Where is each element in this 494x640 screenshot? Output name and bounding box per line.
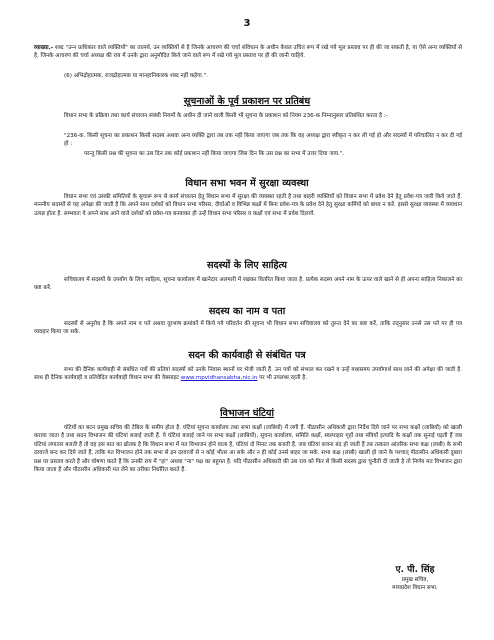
security-paragraph: विधान सभा एवं उसकी समितियों के सुचारू रूप से कार्य संचालन हेतु विधान सभा में सुरक्षा की व्यवस्था रहती है तथा बाहरी व्यक्तियों को विधान सभा में प्रवेश देने हेतु प्रवेश-पत्र जारी किये जाते हैं. माननीय सदस्यों से यह अपेक्षा की जाती है कि अपने साथ दर्शकों को विधान सभा परिसर, दीर्घाओं व विभिन्न कक्षों में बिना प्रवेश-पत्र के प्रवेश देने हेतु सुरक्षा कर्मियों को बाध्य न करें. इससे सुरक्षा व्यवस्था में व्यवधान उत्पन्न होता है. सम्भवतः वे अपने साथ आने वाले दर्शकों को प्रवेश-पत्र बनवाकर ही उन्हें विधान सभा परिसर व कक्षों एवं सभा में प्रवेश दिलायें.: [34, 194, 462, 217]
signatory-name: ए. पी. सिंह: [395, 565, 435, 575]
explanation-paragraph: [34, 44, 462, 61]
page-number: 3: [243, 18, 251, 29]
heading-prior-publication: सूचनाओं के पूर्व प्रकाशन पर प्रतिबंध: [183, 96, 311, 107]
proceedings-body: सभा की दैनिक कार्यवाही से संबंधित पत्रों की प्रतियां सदस्यों को उनके निवास स्थानों पर भेजी जाती हैं. उन पत्रों को संभाल कर रखने व उन्हें यथासमय उपयोगार्थ साथ लाने की अपेक्षा की जाती है. साथ ही दैनिक कार्यवाही व प्रतिवेदित कार्यवाही विधान सभा की वेबसाइट: [34, 367, 462, 382]
division-bells-paragraph: घंटियों का बटन प्रमुख सचिव की टेबिल के समीप होता है. घंटियां सूचना कार्यालय तथा सभा कक्षों (लाबियों) में लगी हैं. पीठासीन अधिकारी द्वारा निर्देश दिये जाने पर सभा कक्षों (लाबियों) को खाली कराया जाता है तथा सदन विभाजन की घंटियां बजाई जाती हैं. ये घंटियां बजाई जाने पर सभा कक्षों (लाबियों), सूचना कार्यालय, समिति कक्षों, स्वल्पाहार गृहों तथा मंत्रियों इत्यादि के कक्षों तक सुनाई पड़ती हैं जब घंटियां लगातार बजती हैं तो वह इस बात का द्योतक है कि विधान सभा में मत विभाजन होने वाला है, घंटियां दो मिनट तक बजती हैं. जब घंटियां बजना बंद हो जाती हैं तब तत्काल आंतरिक सभा कक्ष (लाबी) के सभी दरवाजे बन्द कर दिये जाते हैं, ताकि मत विभाजन होने तक सभा से इन दरवाजों से न कोई भीतर आ सके और न ही कोई उनसे बाहर जा सके. सभा कक्ष (लाबी) खाली हो जाने के पश्चात् पीठासीन अधिकारी दुबारा प्रश्न पर प्रस्ताव करते हैं और घोषणा करते हैं कि उनकी राय में "हां" अथवा "ना" पक्ष का बहुमत है. यदि पीठासीन अधिकारी की उस राय को फिर से किसी सदस्य द्वारा चुनौती दी जाती है तो निर्णय मत विभाजन द्वारा किया जाता है और पीठासीन अधिकारी मत लेने का तरीका निर्धारित करते हैं.: [34, 425, 462, 474]
proceedings-body-end: पर भी उपलब्ध रहती है.: [259, 375, 307, 382]
rule-236a-proviso: परन्तु किसी प्रश्न की सूचना का उस दिन तक कोई प्रकाशन नहीं किया जाएगा जिस दिन कि उस प्रश्न का सभा में उत्तर दिया जाय.".: [84, 151, 345, 157]
website-link[interactable]: www.mpvidhansabha.nic.in: [180, 375, 258, 382]
explanation-body: शब्द "उन्‍न प्राधिकार वाले व्यक्तियों" का तात्पर्य, उन व्यक्तियों से है जिनके आचरण की चर्चा संविधान के अधीन केवल उचित रूप में रखे गये मूल प्रस्ताव पर ही की जा सकती है, या ऐसे अन्य व्यक्तियों से है, जिनके आचरण की चर्चा अध्यक्ष की राय में उनके द्वारा अनुमोदित किये जाने वाले रूप में रखे गये मूल प्रस्ताव पर ही की जानी चाहिये.: [34, 45, 462, 60]
proceedings-paragraph: [34, 366, 462, 383]
heading-division-bells: विभाजन घंटियां: [220, 408, 274, 419]
heading-proceedings-papers: सदन की कार्यवाही से संबंधित पत्र: [188, 350, 306, 361]
rule-236a-quote: "236-क. किसी सूचना का प्रकाशन किसी सदस्य अथवा अन्य व्यक्ति द्वारा तब तक नहीं किया जाएगा जब तक कि वह अध्यक्ष द्वारा स्वीकृत न कर ली गई हो और सदस्यों में परिचालित न कर दी गई हो :: [64, 133, 462, 148]
clause-6: (6) अभिद्रोहात्मक, राजद्रोहात्मक या मानहानिकारक शब्द नहीं कहेगा.".: [64, 73, 208, 79]
signature-block: [370, 564, 460, 592]
signatory-title: प्रमुख सचिव,: [401, 577, 429, 583]
explanation-label: व्याख्या.-: [34, 45, 54, 51]
literature-paragraph: सचिवालय में सदस्यों के उपयोग के लिए साहित्य, सूचना कार्यालय में खानेदार अलमारी में रखकर वितरित किया जाता है. प्रत्येक सदस्य अपने नाम के ऊपर वाले खाने से ही अपना साहित्य निकालने का कष्ट करें.: [34, 277, 462, 292]
heading-literature: सदस्यों के लिए साहित्य: [207, 260, 287, 271]
member-address-paragraph: सदस्यों से अनुरोध है कि अपने नाम व पते अथवा दूरभाष क्रमांकों में किये गये परिवर्तन की सूचना भी विधान सभा सचिवालय को तुरन्त देने का कष्ट करें, ताकि तद्नुसार उनसे उस पते पर ही पत्र व्यवहार किया जा सके.: [34, 321, 462, 336]
signatory-office: मध्यप्रदेश विधान सभा.: [392, 585, 438, 591]
prior-publication-intro: विधान सभा के प्रक्रिया तथा कार्य संचालन संबंधी नियमों के अधीन दी जाने वाली किसी भी सूचना के प्रकाशन को नियम 236-क निम्नानुसार प्रतिबंधित करता है :-: [64, 113, 388, 119]
heading-security: विधान सभा भवन में सुरक्षा व्यवस्था: [185, 178, 309, 189]
heading-member-address: सदस्य का नाम व पता: [208, 306, 286, 317]
